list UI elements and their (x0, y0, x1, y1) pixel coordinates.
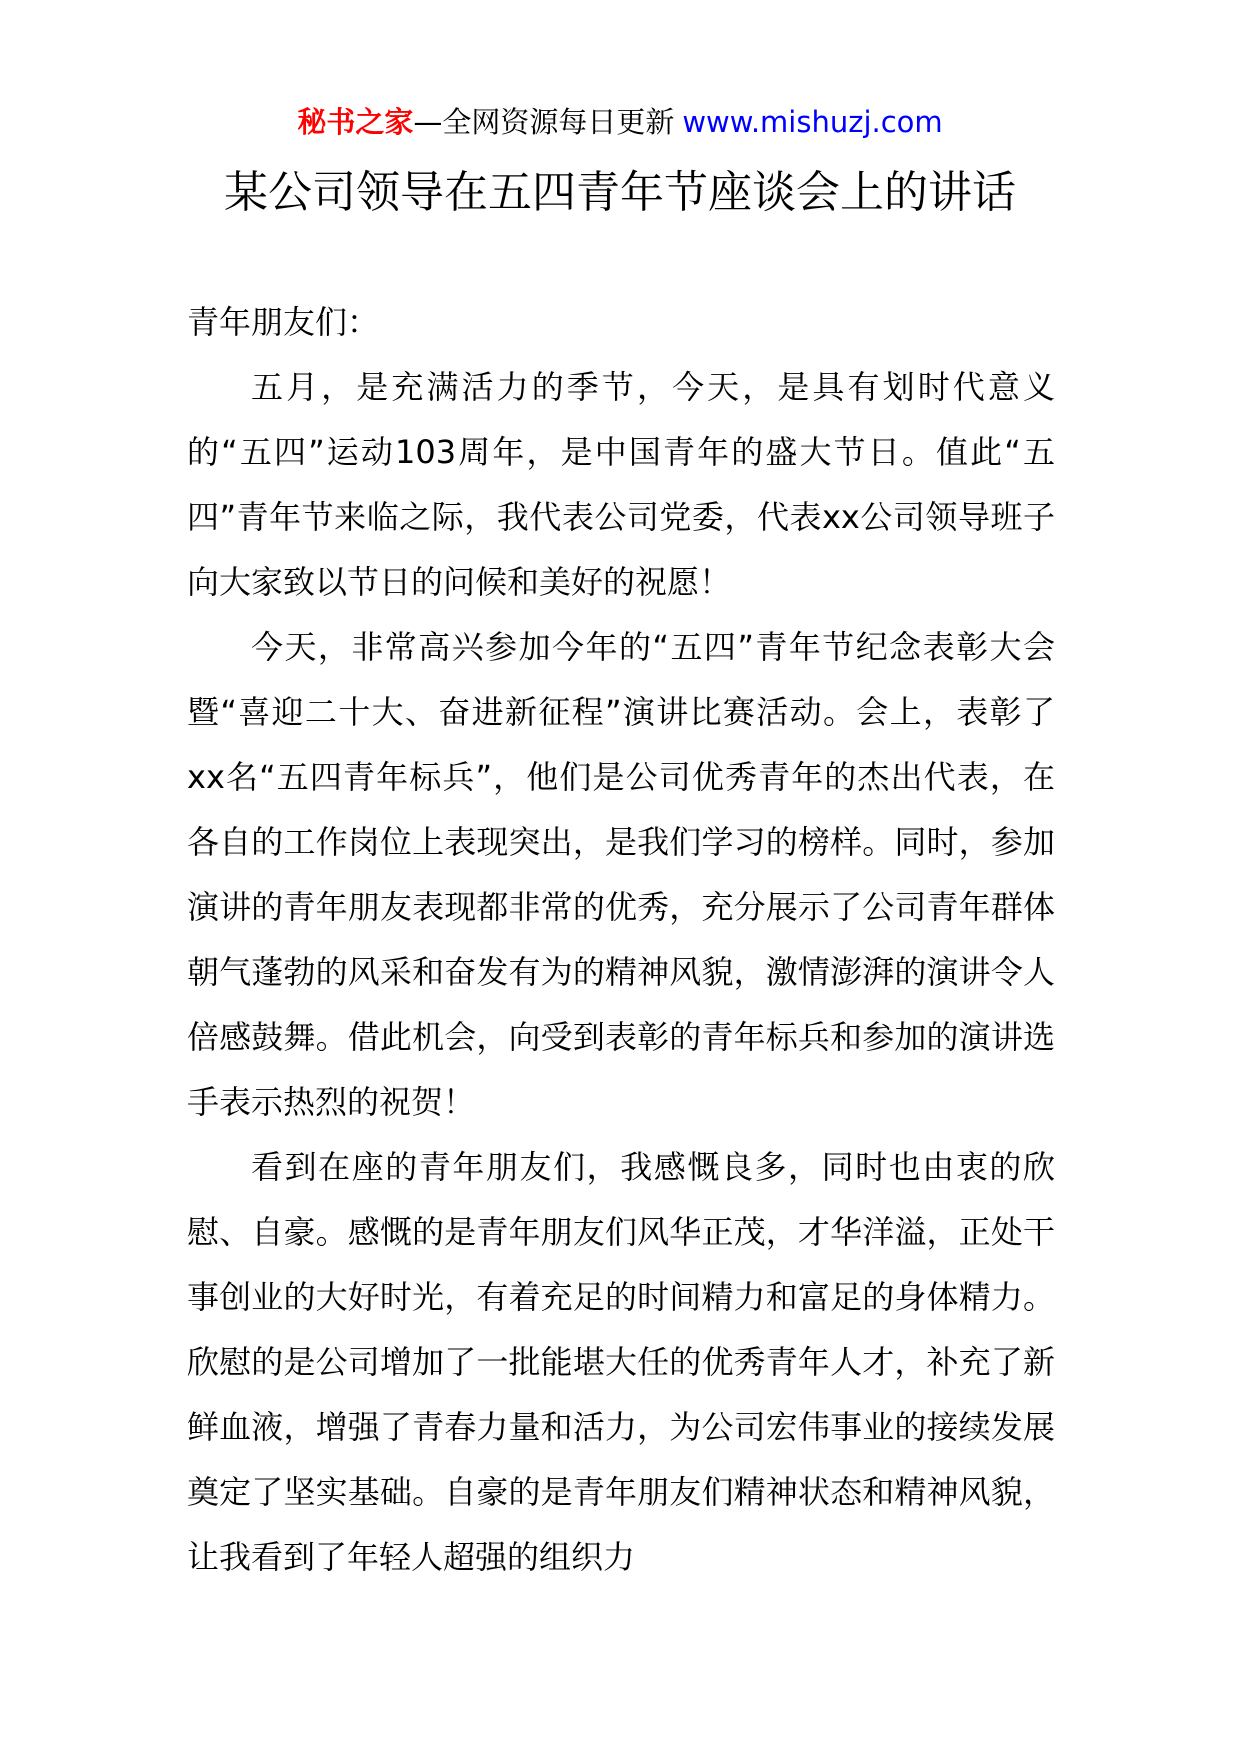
document-body (187, 290, 1055, 1590)
brand-name: 秘书之家 (297, 105, 414, 139)
greeting-line: 青年朋友们： (187, 303, 380, 341)
site-url-link[interactable]: www.mishuzj.com (682, 105, 943, 139)
paragraph-1: 五月，是充满活力的季节，今天，是具有划时代意义的“五四”运动103周年，是中国青年的盛大节日。值此“五四”青年节来临之际，我代表公司党委，代表xx公司领导班子向大家致以节日的问候和美好的祝愿！ (187, 368, 1055, 601)
header-slogan: —全网资源每日更新 (413, 105, 675, 139)
site-header (0, 100, 1240, 144)
paragraph-2: 今天，非常高兴参加今年的“五四”青年节纪念表彰大会暨“喜迎二十大、奋进新征程”演讲比赛活动。会上，表彰了xx名“五四青年标兵”，他们是公司优秀青年的杰出代表，在各自的工作岗位上表现突出，是我们学习的榜样。同时，参加演讲的青年朋友表现都非常的优秀，充分展示了公司青年群体朝气蓬勃的风采和奋发有为的精神风貌，激情澎湃的演讲令人倍感鼓舞。借此机会，向受到表彰的青年标兵和参加的演讲选手表示热烈的祝贺！ (187, 628, 1055, 1121)
document-title: 某公司领导在五四青年节座谈会上的讲话 (224, 167, 1016, 218)
paragraph-3: 看到在座的青年朋友们，我感慨良多，同时也由衷的欣慰、自豪。感慨的是青年朋友们风华正茂，才华洋溢，正处干事创业的大好时光，有着充足的时间精力和富足的身体精力。欣慰的是公司增加了一批能堪大任的优秀青年人才，补充了新鲜血液，增强了青春力量和活力，为公司宏伟事业的接续发展奠定了坚实基础。自豪的是青年朋友们精神状态和精神风貌，让我看到了年轻人超强的组织力 (187, 1148, 1055, 1576)
